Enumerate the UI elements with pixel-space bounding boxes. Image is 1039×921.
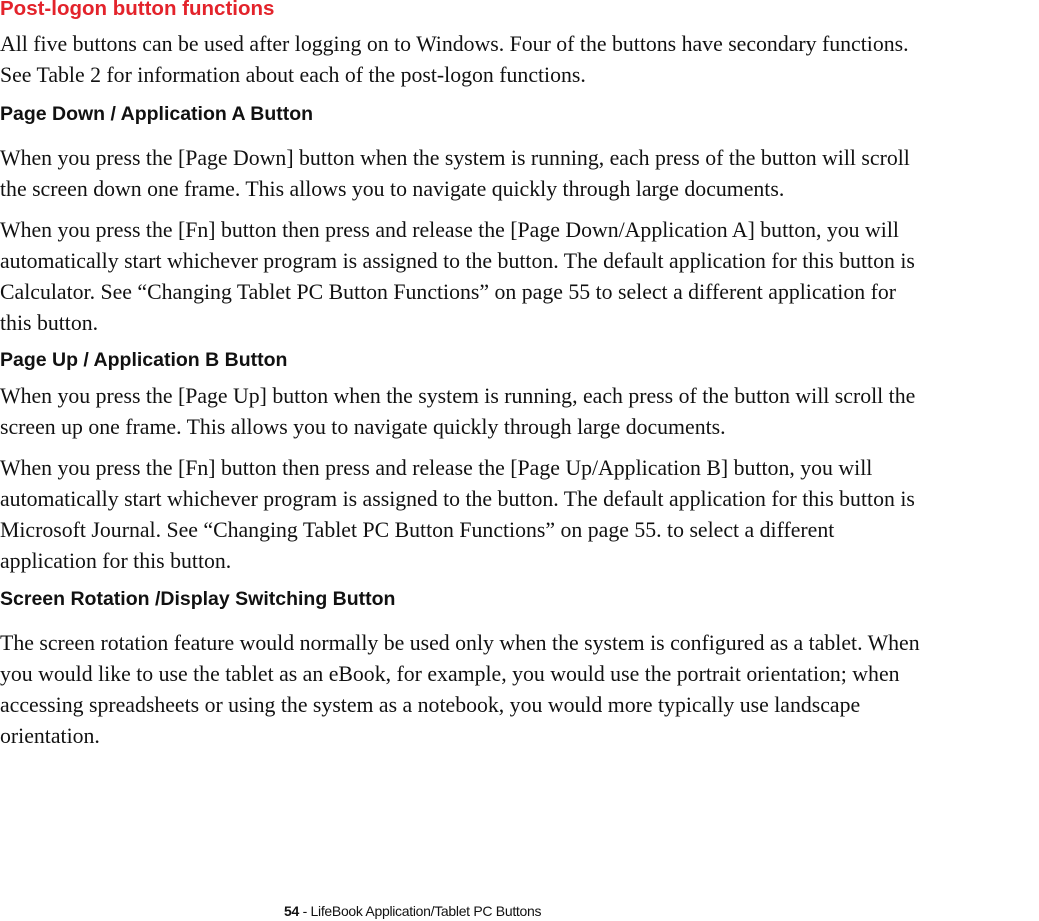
text-line: When you press the [Page Up] button when the system is running, each press of the button will scroll the xyxy=(0,384,916,408)
text-line: accessing spreadsheets or using the system as a notebook, you would more typically use landscape xyxy=(0,693,861,717)
page-down-heading: Page Down / Application A Button xyxy=(0,103,314,125)
text-line: automatically start whichever program is assigned to the button. The default application for this button is xyxy=(0,487,915,511)
text-line: When you press the [Fn] button then press and release the [Page Down/Application A] button, you will xyxy=(0,218,899,242)
text-line: When you press the [Page Down] button when the system is running, each press of the button will scroll xyxy=(0,146,910,170)
text-line: The screen rotation feature would normally be used only when the system is configured as a tablet. When xyxy=(0,631,920,655)
text-line: this button. xyxy=(0,311,99,335)
text-line: application for this button. xyxy=(0,549,232,573)
text-line: When you press the [Fn] button then press and release the [Page Up/Application B] button, you will xyxy=(0,456,873,480)
page-down-paragraph-1 xyxy=(0,143,1039,205)
page-up-heading: Page Up / Application B Button xyxy=(0,349,288,371)
section-title: Post-logon button functions xyxy=(0,0,275,20)
text-line: See Table 2 for information about each of the post-logon functions. xyxy=(0,63,586,87)
text-line: orientation. xyxy=(0,724,100,748)
text-line: Microsoft Journal. See “Changing Tablet PC Button Functions” on page 55. to select a different xyxy=(0,518,835,542)
page-number: 54 xyxy=(284,903,299,919)
text-line: screen up one frame. This allows you to navigate quickly through large documents. xyxy=(0,415,726,439)
text-line: Calculator. See “Changing Tablet PC Button Functions” on page 55 to select a different application for xyxy=(0,280,896,304)
text-line: the screen down one frame. This allows you to navigate quickly through large documents. xyxy=(0,177,785,201)
page-footer xyxy=(284,903,541,919)
screen-rotation-paragraph xyxy=(0,628,1039,752)
intro-paragraph xyxy=(0,29,1039,91)
screen-rotation-heading: Screen Rotation /Display Switching Button xyxy=(0,588,396,610)
footer-chapter-title: LifeBook Application/Tablet PC Buttons xyxy=(310,903,542,919)
page-down-paragraph-2 xyxy=(0,215,1039,339)
footer-separator: - xyxy=(298,903,311,919)
page-up-paragraph-1 xyxy=(0,381,1039,443)
page-up-paragraph-2 xyxy=(0,453,1039,577)
text-line: automatically start whichever program is assigned to the button. The default application for this button is xyxy=(0,249,915,273)
text-line: All five buttons can be used after logging on to Windows. Four of the buttons have secondary functions. xyxy=(0,32,909,56)
text-line: you would like to use the tablet as an eBook, for example, you would use the portrait orientation; when xyxy=(0,662,900,686)
